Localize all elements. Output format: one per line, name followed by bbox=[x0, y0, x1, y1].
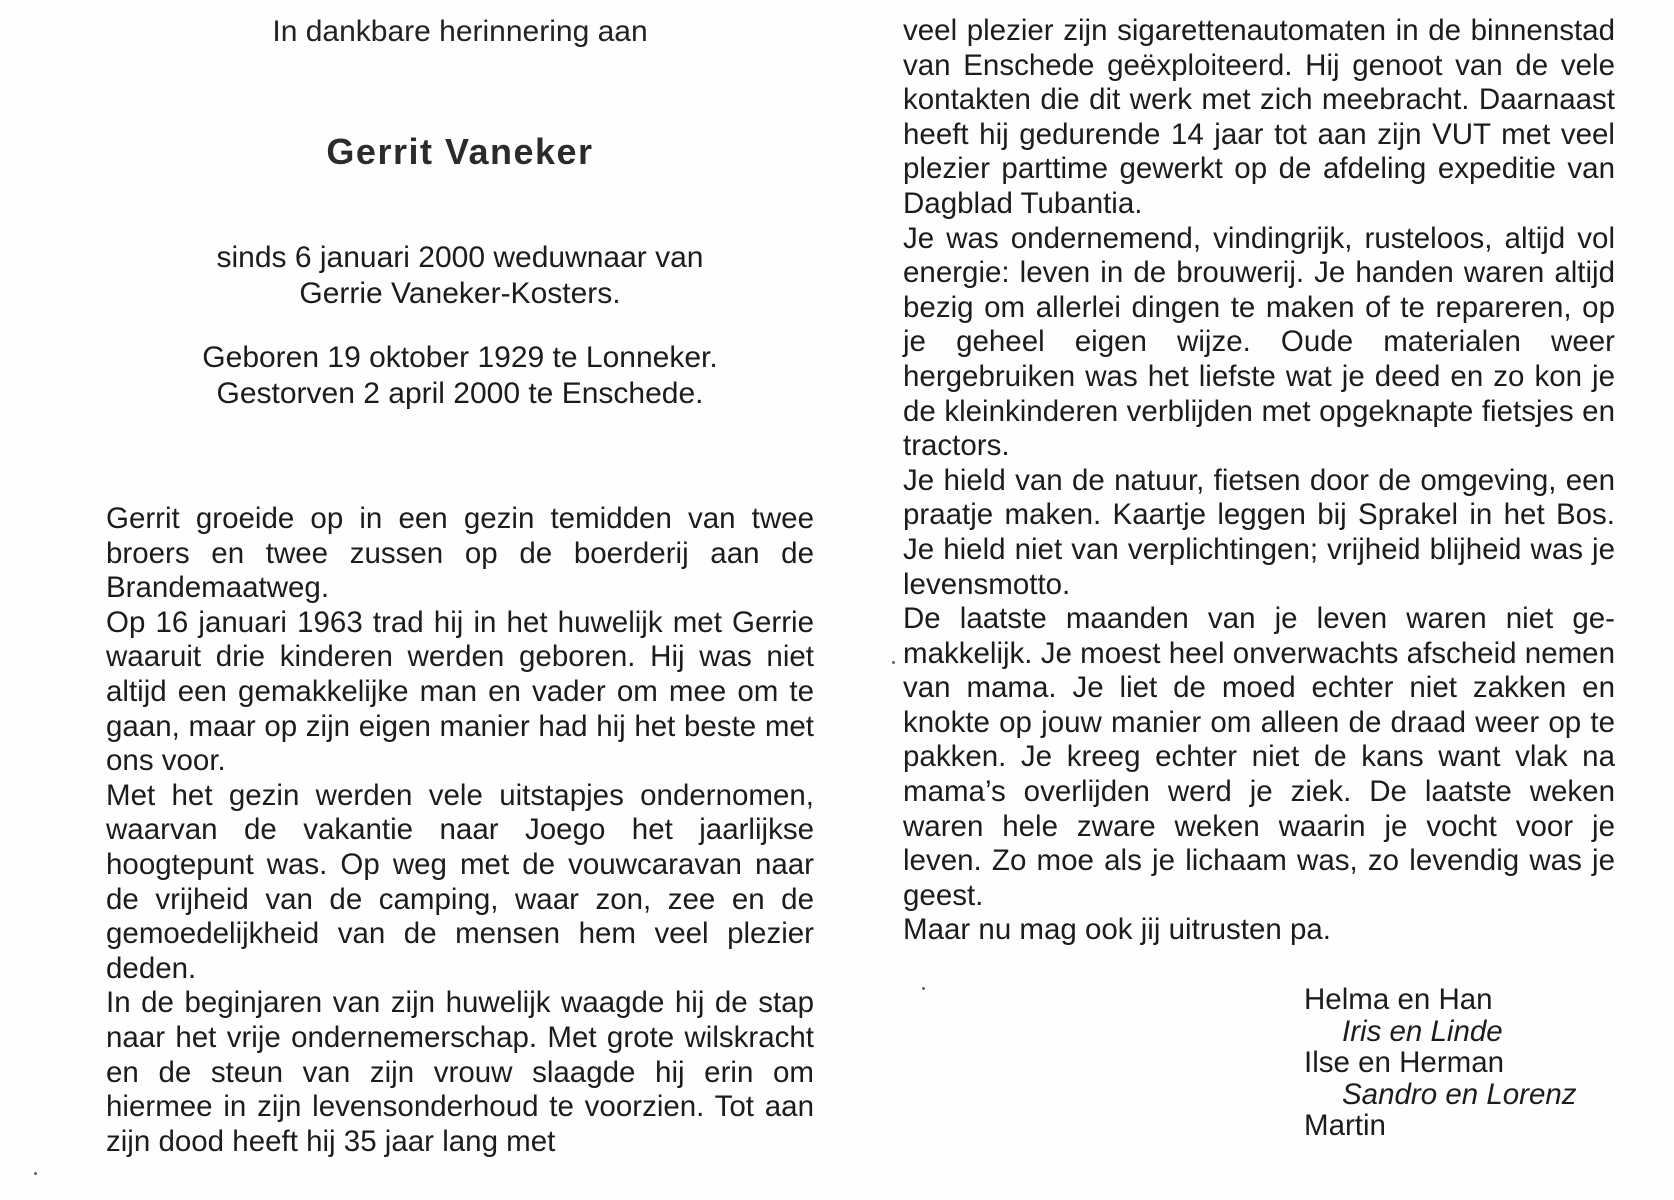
signature-family-2-children: Sandro en Lorenz bbox=[1342, 1077, 1577, 1111]
paragraph-farewell: Maar nu mag ook jij uitrusten pa. bbox=[903, 913, 1331, 947]
paragraph-character: Je was ondernemend, vindingrijk, rusteloos, altijd vol energie: leven in de brouwerij. Je handen waren altijd bezig om allerlei dingen te maken of te repareren, op je geheel eigen wijze. Oude materialen weer hergebruiken was het liefste wat je deed en zo kon je de kleinkinderen verblijden met opgeknapte fietsjes en tractors. bbox=[903, 221, 1615, 463]
left-body-text bbox=[106, 502, 814, 1159]
paragraph-business: In de beginjaren van zijn huwelijk waagde hij de stap naar het vrije ondernemerschap. Met grote wilskracht en de steun van zijn vrouw slaagde hij erin om hiermee in zijn levensonderhoud te voorzien. Tot aan zijn dood heeft hij 35 jaar lang met bbox=[106, 986, 814, 1158]
signature-family-2: Ilse en Herman bbox=[1304, 1046, 1505, 1079]
header-block bbox=[106, 14, 814, 412]
signature-family-1: Helma en Han bbox=[1304, 983, 1493, 1016]
death-line: Gestorven 2 april 2000 te Enschede. bbox=[216, 377, 704, 410]
print-speck bbox=[922, 987, 925, 990]
paragraph-marriage: Op 16 januari 1963 trad hij in het huwelijk met Gerrie waaruit drie kinderen werden geboren. Hij was niet altijd een gemakkelijke man en vader om mee om te gaan, maar op zijn eigen manier had hij het beste met ons voor. bbox=[106, 605, 814, 778]
deceased-name: Gerrit Vaneker bbox=[326, 131, 594, 172]
widow-block bbox=[106, 240, 814, 312]
right-body-text bbox=[903, 14, 1615, 948]
widow-line-1: sinds 6 januari 2000 weduwnaar van bbox=[216, 241, 704, 274]
paragraph-nature: Je hield van de natuur, fietsen door de omgeving, een praatje maken. Kaartje leggen bij Sprakel in het Bos. Je hield niet van verplichtingen; vrijheid blijheid was je levensmotto. bbox=[903, 463, 1615, 601]
signature-family-1-children: Iris en Linde bbox=[1342, 1014, 1503, 1048]
paragraph-work: veel plezier zijn sigarettenautomaten in de binnenstad van Enschede geëxploiteerd. Hij genoot van de vele kontakten die dit werk met zich meebracht. Daarnaast heeft hij gedurende 14 jaar tot aan zijn VUT met veel plezier parttime gewerkt op de afdeling expeditie van Dagblad Tubantia. bbox=[903, 14, 1615, 220]
signature-family-3: Martin bbox=[1304, 1109, 1386, 1142]
right-column bbox=[903, 14, 1615, 948]
widow-line-2: Gerrie Vaneker-Kosters. bbox=[299, 277, 621, 310]
paragraph-last-months: De laatste maanden van je leven waren niet gemakkelijk. Je moest heel onverwachts afscheid nemen van mama. Je liet de moed echter niet zakken en knokte op jouw manier om alleen de draad weer op te pakken. Je kreeg echter niet de kans want vlak na mama’s overlijden werd je ziek. De laatste weken waren hele zware weken waarin je vocht voor je leven. Zo moe als je lichaam was, zo levendig was je geest. bbox=[903, 602, 1615, 912]
birth-line: Geboren 19 oktober 1929 te Lonneker. bbox=[202, 341, 718, 374]
paragraph-childhood: Gerrit groeide op in een gezin temidden van twee broers en twee zussen op de boerderij aan de Brandemaatweg. bbox=[106, 502, 814, 605]
signatures-block bbox=[1304, 984, 1644, 1142]
print-speck bbox=[34, 1172, 37, 1175]
intro-line: In dankbare herinnering aan bbox=[272, 15, 648, 48]
dates-block bbox=[106, 340, 814, 412]
left-column bbox=[106, 14, 814, 1159]
paragraph-holidays: Met het gezin werden vele uitstapjes ondernomen, waarvan de vakantie naar Joego het jaarlijkse hoogtepunt was. Op weg met de vouwcaravan naar de vrijheid van de camping, waar zon, zee en de gemoedelijkheid van de mensen hem veel plezier deden. bbox=[106, 778, 814, 985]
print-speck bbox=[892, 661, 895, 664]
